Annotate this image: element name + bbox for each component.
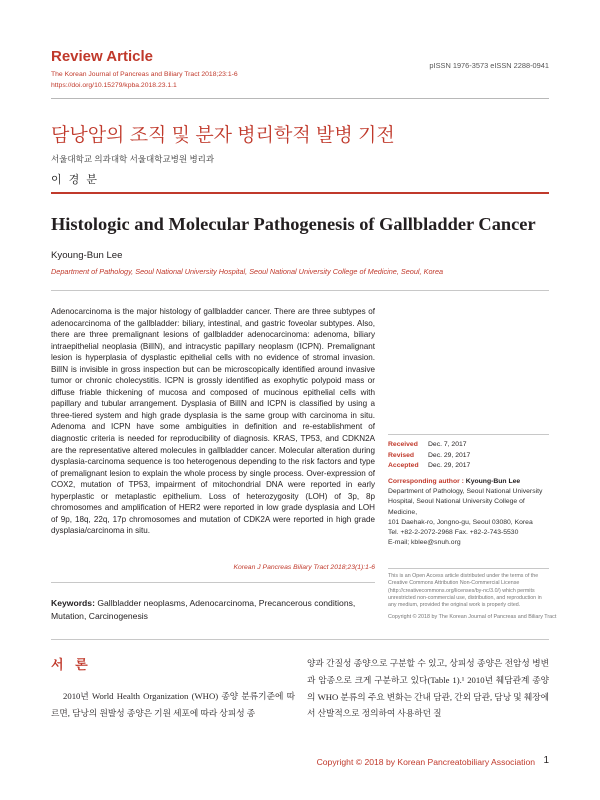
accepted-label: Accepted [388, 462, 419, 470]
issn-text: pISSN 1976-3573 eISSN 2288-0941 [429, 61, 549, 70]
corr-name: Kyoung-Bun Lee [465, 478, 521, 485]
footer-copyright: Copyright © 2018 by Korean Pancreatobiliary Association [316, 757, 535, 767]
intro-left-column: 2010년 World Health Organization (WHO) 종양 분류기준에 따르면, 담낭의 원발성 종양은 기원 세포에 따라 상피성 종 [51, 691, 295, 718]
corr-line1: Department of Pathology, Seoul National University [388, 488, 543, 496]
english-affiliation: Department of Pathology, Seoul National University Hospital, Seoul National University College of Medicine, Seoul, Korea [51, 267, 444, 276]
sidebar-divider [388, 434, 549, 435]
english-author: Kyoung-Bun Lee [51, 250, 123, 261]
revised-label: Revised [388, 451, 415, 459]
corresponding-author [388, 477, 553, 548]
keywords [51, 597, 381, 623]
article-type-label: Review Article [51, 48, 153, 65]
article-dates [388, 440, 470, 472]
doi-link[interactable]: https://doi.org/10.15279/kpba.2018.23.1.1 [51, 82, 177, 89]
page-number: 1 [543, 755, 549, 766]
abstract-citation: Korean J Pancreas Biliary Tract 2018;23(1):1-6 [233, 564, 375, 571]
received-value: Dec. 7, 2017 [428, 441, 467, 448]
korean-affiliation: 서울대학교 의과대학 서울대학교병원 병리과 [51, 154, 215, 164]
accepted-date [388, 461, 470, 472]
received-label: Received [388, 441, 418, 448]
license-divider [388, 568, 549, 569]
intro-right-column: 양과 간질성 종양으로 구분할 수 있고, 상피성 종양은 전암성 병변과 암종으로 크게 구분하고 있다(Table 1).¹ 2010년 췌담관계 종양의 WHO 분류의 주요 변화는 간내 담관, 간외 담관, 담낭 및 췌장에서 산발적으로 정의하여 사용하던 질 [307, 658, 550, 719]
revised-date [388, 451, 470, 462]
abstract-text: Adenocarcinoma is the major histology of gallbladder cancer. There are three subtypes of adenocarcinoma of the gallbladder: biliary, intestinal, and gastric foveolar subtypes. Also, there are three premalignant lesions of gallbladder adenocarcinoma: adenoma, biliary intraepithelial neoplasia (BilIN), and intracystic papillary neoplasm (ICPN). Premalignant lesion is hyperplasia of dysplastic epithelial cells with no evidence of stromal invasion. BilIN is invisible in gross inspection but can be microscopically identified around invasive tumor or chronic cholecystitis. ICPN is grossly identified as exophytic polypoid mass or diffuse friable thickening of mucosa and composed of mucinous epithelial cells with papillary and tubular arrangement. Dysplasia of BilIN and ICPN is classified by using a three-tiered system and high grade dysplasia is the same group with carcinoma in situ. Adenoma and ICPN have some ambiguities in definition and re-establishment of diagnostic criteria is needed for reproducibility of diagnosis. KRAS, TP53, and CDKN2A are the representative altered molecules in gallbladder cancer. Molecular alteration during dysplasia-carcinoma sequence is too heterogenous depending to the risk factors and type of premalignant lesion to explain the whole process by single process. Over-expression of COX2, mutation of TP53, impairment of mitochondrial DNA were reported in early hyperplastic or metaplastic epithelium. Loss of heterozygosity (LOH) of 3p, 8p chromosomes and amplification of HER2 were reported in low grade dysplasia and LOH of 9p, 18q, 22q, 17p chromosomes and mutation of CDK2A were reported in high grade dysplasia/carcinoma in situ. [51, 307, 375, 536]
journal-citation: The Korean Journal of Pancreas and Biliary Tract 2018;23:1-6 [51, 71, 238, 78]
accepted-value: Dec. 29, 2017 [428, 462, 471, 470]
corr-line2: Hospital, Seoul National University College of Medicine, [388, 498, 525, 516]
corr-email[interactable]: E-mail; kblee@snuh.org [388, 539, 461, 547]
revised-value: Dec. 29, 2017 [428, 451, 471, 459]
keywords-divider [51, 582, 375, 583]
korean-author: 이 경 분 [51, 174, 99, 186]
keywords-label: Keywords: [51, 598, 95, 608]
keywords-list: Gallbladder neoplasms, Adenocarcinoma, Precancerous conditions, Mutation, Carcinogenesis [51, 598, 356, 621]
license-text: This is an Open Access article distributed under the terms of the Creative Commons Attribution Non-Commercial License (http://creativecommons.org/licenses/by-nc/3.0/) which permits unrestricted non-commercial use, distribution, and reproduction in any medium, provided the original work is properly cited. [388, 573, 542, 609]
received-date [388, 440, 470, 451]
title-divider [51, 192, 549, 194]
journal-copyright: Copyright © 2018 by The Korean Journal of Pancreas and Biliary Tract [388, 614, 557, 620]
section-divider [51, 639, 549, 640]
korean-title: 담낭암의 조직 및 분자 병리학적 발병 기전 [51, 125, 395, 146]
corr-phone: Tel. +82-2-2072-2968 Fax. +82-2-743-5530 [388, 529, 519, 537]
corr-line3: 101 Daehak-ro, Jongno-gu, Seoul 03080, Korea [388, 518, 533, 526]
header-divider [51, 98, 549, 99]
corr-label: Corresponding author : [388, 478, 464, 485]
abstract-divider [51, 290, 549, 291]
english-title: Histologic and Molecular Pathogenesis of Gallbladder Cancer [51, 214, 536, 234]
section-heading: 서 론 [51, 657, 92, 672]
